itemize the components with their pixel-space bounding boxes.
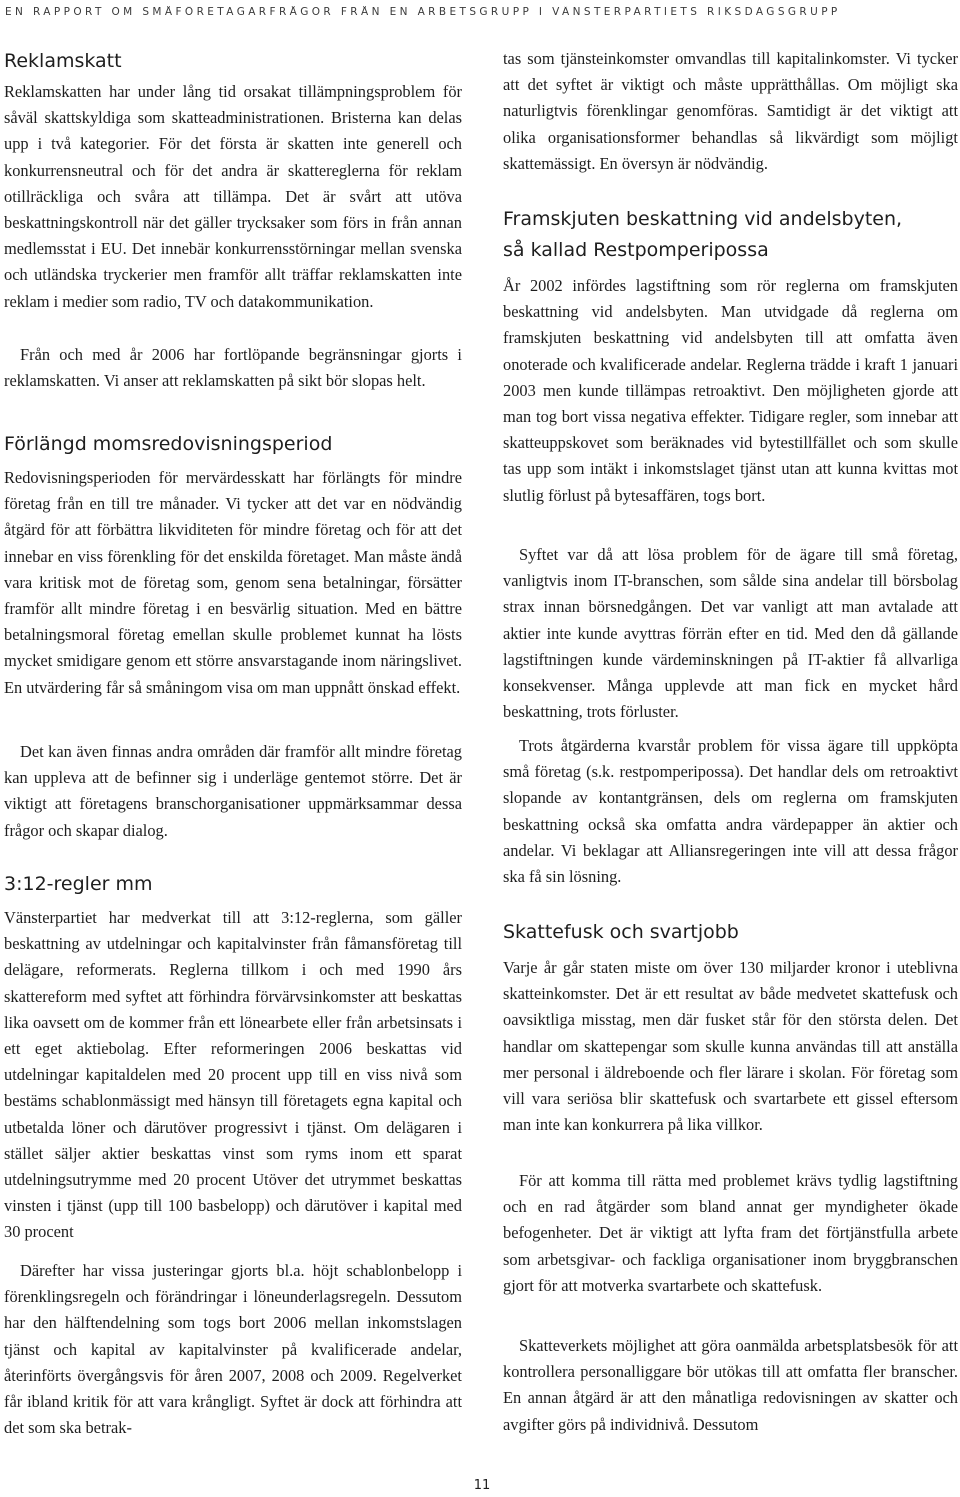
section-heading-312-regler: 3:12-regler mm <box>4 873 153 895</box>
section-heading-momsredovisning: Förlängd momsredovisningsperiod <box>4 433 333 455</box>
paragraph: Skatteverkets möjlighet att göra oanmälda arbetsplatsbesök för att kontrollera personalliggare bör utökas till att omfatta fler branscher. En annan åtgärd är att den månatliga redovisningen av skatter och avgifter görs på individnivå. Dessutom <box>503 1336 958 1434</box>
running-header: EN RAPPORT OM SMÅFÖRETAGARFRÅGOR FRÅN EN ARBETSGRUPP I VÄNSTERPARTIETS RIKSDAGSGRUPP <box>5 6 841 18</box>
section-heading-framskjuten-beskattning: Framskjuten beskattning vid andelsbyten, <box>503 208 903 230</box>
paragraph: För att komma till rätta med problemet krävs tydlig lagstiftning och en rad åtgärder som bland annat ger myndigheter ökade befogenheter. Det är viktigt att lyfta fram det förtjänstfulla arbete som arbetsgivar- och fackliga organisationer inom bryggbranschen gjort för att motverka svartarbete och skattefusk. <box>503 1171 958 1295</box>
paragraph: Från och med år 2006 har fortlöpande begränsningar gjorts i reklamskatten. Vi anser att reklamskatten på sikt bör slopas helt. <box>4 345 462 391</box>
page-number: 11 <box>473 1478 491 1493</box>
paragraph: Därefter har vissa justeringar gjorts bl.a. höjt schablonbelopp i förenklingsregeln och förändringar i löneunderlagsregeln. Dessutom har den hälftendelning som togs bort 2006 mellan inkomstslagen tjänst och kapital av kapitalvinster på kvalificerade andelar, återinförts övergångsvis för åren 2007, 2008 och 2009. Regelverket får ibland kritik för att vara krångligt. Syftet är dock att förhindra att det som ska betrak- <box>4 1261 462 1438</box>
section-heading-restpomperipossa: så kallad Restpomperipossa <box>503 239 769 261</box>
paragraph-continuation: tas som tjänsteinkomster omvandlas till kapitalinkomster. Vi tycker att det syftet är viktigt och måste upprätthållas. Om möjligt ska naturligtvis förenklingar genomföras. Samtidigt är det viktigt att olika organisationsformer behandlas så likvärdigt som möjligt skattemässigt. En översyn är nödvändig. <box>503 49 958 173</box>
paragraph: Syftet var då att lösa problem för de ägare till små företag, vanligtvis inom IT-branschen, som sålde sina andelar till börsbolag strax innan börsnedgången. Det var vanligt att man avtalade att aktier inte kunde avyttras förrän efter en tid. Med den då gällande lagstiftningen kunde värdeminskningen på IT-aktier få allvarliga konsekvenser. Många upplevde att man fick en mycket hård beskattning, trots förluster. <box>503 545 958 722</box>
paragraph: Varje år går staten miste om över 130 miljarder kronor i uteblivna skatteinkomster. Det är ett resultat av både medvetet skattefusk och oavsiktliga misstag, men där fusket står för den största delen. Det handlar om skattepengar som skulle kunna användas till att anställa mer personal i äldreboende och fler lärare i skolan. För företag som vill vara seriösa blir skattefusk och svartarbete ett gissel eftersom man inte kan konkurrera på lika villkor. <box>503 958 958 1135</box>
paragraph: Trots åtgärderna kvarstår problem för vissa ägare till uppköpta små företag (s.k. restpomperipossa). Det handlar dels om retroaktivt slopande av kontantgränsen, dels om reglerna om framskjuten beskattning också ska omfatta andra värdepapper än aktier och andelar. Vi beklagar att Alliansregeringen inte vill att dessa frågor ska få sin lösning. <box>503 736 958 887</box>
paragraph: Redovisningsperioden för mervärdesskatt har förlängts för mindre företag från en till tre månader. Vi tycker att det var en nödvändig åtgärd för att förbättra likviditeten för mindre företag och för att det innebar en viss förenkling för det enskilda företaget. Man måste ändå vara kritisk mot de företag som, genom sena betalningar, försätter framför allt mindre företag i en besvärlig situation. Med en bättre betalningsmoral företag emellan skulle problemet kunnat ha lösts mycket smidigare genom ett större ansvarstagande inom näringslivet. En utvärdering får så småningom visa om man uppnått önskad effekt. <box>4 468 462 697</box>
section-heading-skattefusk: Skattefusk och svartjobb <box>503 921 739 943</box>
section-heading-reklamskatt: Reklamskatt <box>4 50 122 72</box>
paragraph: Det kan även finnas andra områden där framför allt mindre företag kan uppleva att de befinner sig i underläge gentemot större. Det är viktigt att företagens branschorganisationer uppmärksammar dessa frågor och skapar dialog. <box>4 742 462 840</box>
paragraph: Reklamskatten har under lång tid orsakat tillämpningsproblem för såväl skattskyldiga som skatteadministrationen. Bristerna kan delas upp i två kategorier. För det första är skatten inte generell och konkurrensneutral och för det andra är skattereglerna för reklam otillräckliga och svåra att tillämpa. Det är svårt att utöva beskattningskontroll när det gäller trycksaker som förs in från annan medlemsstat i EU. Det innebär konkurrensstörningar mellan svenska och utländska tryckerier men framför allt träffar reklamskatten inte reklam i medier som radio, TV och datakommunikation. <box>4 82 462 311</box>
paragraph: Vänsterpartiet har medverkat till att 3:12-reglerna, som gäller beskattning av utdelningar och kapitalvinster från fåmansföretag till delägare, reformerats. Reglerna tillkom i och med 1990 års skattereform med syftet att förhindra förvärvsinkomster att beskattas lika oavsett om de kommer från ett lönearbete eller från arbetsinsats i ett eget aktiebolag. Efter reformeringen 2006 beskattas vid utdelningar kapitaldelen med 20 procent upp till en viss nivå som bestäms schablonmässigt med hänsyn till företagets egna kapital och utbetalda löner och därutöver progressivt i tjänst. Om delägaren i stället säljer aktier beskattas vinst som ryms inom ett sparat utdelningsutrymme med 20 procent Utöver det utrymmet beskattas vinsten i tjänst (upp till 100 basbelopp) och därutöver i kapital med 30 procent <box>4 908 462 1242</box>
paragraph: År 2002 infördes lagstiftning som rör reglerna om framskjuten beskattning vid andelsbyten. Man utvidgade då reglerna om framskjuten beskattning vid andelsbyten till att omfatta även onoterade och kvalificerade andelar. Reglerna trädde i kraft 1 januari 2003 men kunde tillämpas retroaktivt. Den möjligheten gjorde att man tog bort vissa negativa effekter. Tidigare regler, som innebar att skatteuppskovet som beräknades vid bytestillfället och som skulle tas upp som intäkt i inkomstslaget tjänst utan att kunna kvittas mot slutlig förlust på bytesaffären, togs bort. <box>503 276 958 505</box>
